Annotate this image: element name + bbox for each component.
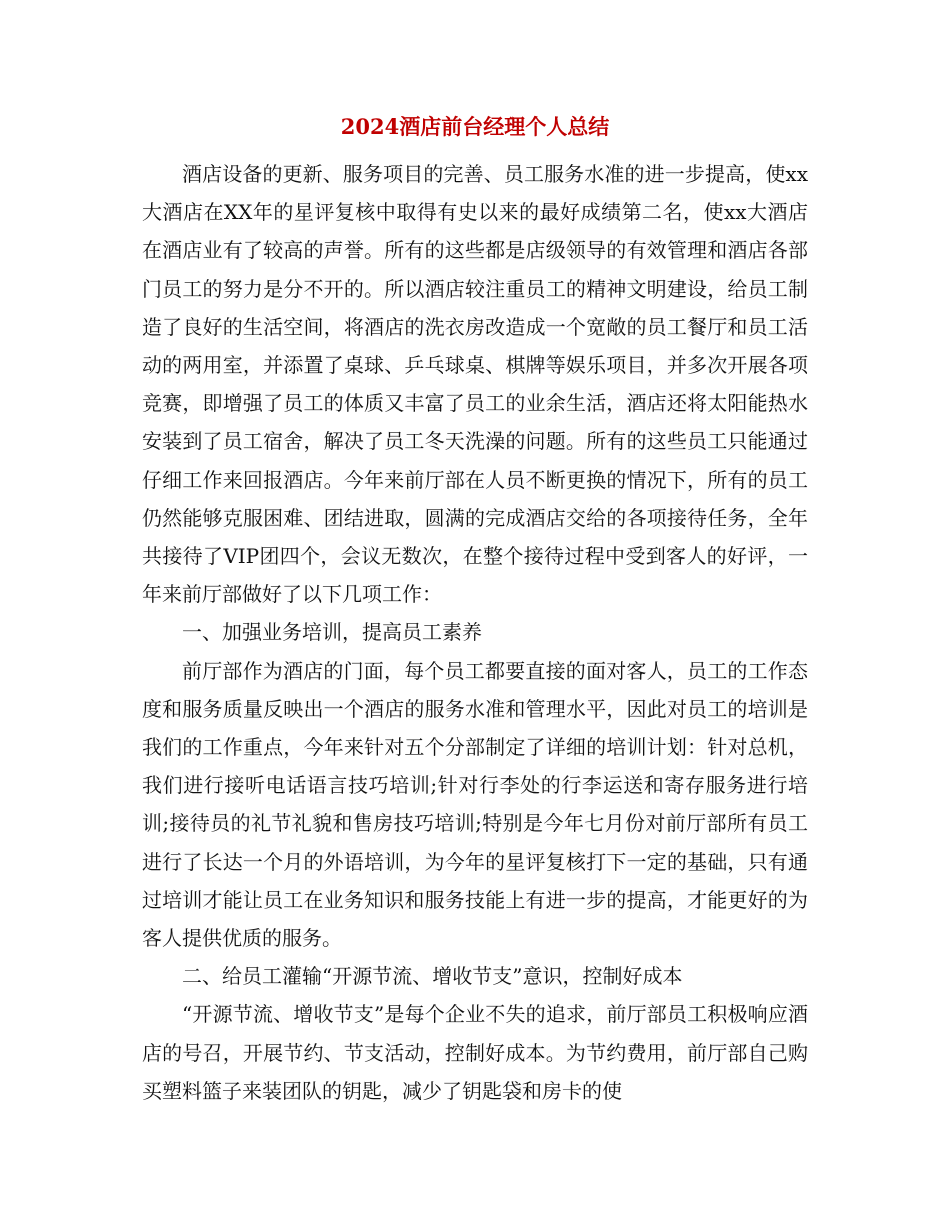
paragraph-cost-control: “开源节流、增收节支”是每个企业不失的追求，前厅部员工积极响应酒店的号召，开展节约、节支活动，控制好成本。为节约费用，前厅部自己购买塑料篮子来装团队的钥匙，减少了钥匙袋和房卡的使	[142, 1002, 808, 1103]
section-heading-cost-control: 二、给员工灌输“开源节流、增收节支”意识，控制好成本	[182, 964, 683, 989]
paragraph-training: 前厅部作为酒店的门面，每个员工都要直接的面对客人，员工的工作态度和服务质量反映出一个酒店的服务水准和管理水平，因此对员工的培训是我们的工作重点，今年来针对五个分部制定了详细的培训计划：针对总机，我们进行接听电话语言技巧培训;针对行李处的行李运送和寄存服务进行培训;接待员的礼节礼貌和售房技巧培训;特别是今年七月份对前厅部所有员工进行了长达一个月的外语培训，为今年的星评复核打下一定的基础，只有通过培训才能让员工在业务知识和服务技能上有进一步的提高，才能更好的为客人提供优质的服务。	[142, 658, 808, 951]
document-body	[142, 155, 808, 1110]
section-heading-training: 一、加强业务培训，提高员工素养	[182, 620, 482, 645]
paragraph-intro: 酒店设备的更新、服务项目的完善、员工服务水准的进一步提高，使xx大酒店在XX年的星评复核中取得有史以来的最好成绩第二名，使xx大酒店在酒店业有了较高的声誉。所有的这些都是店级领导的有效管理和酒店各部门员工的努力是分不开的。所以酒店较注重员工的精神文明建设，给员工制造了良好的生活空间，将酒店的洗衣房改造成一个宽敞的员工餐厅和员工活动的两用室，并添置了桌球、乒乓球桌、棋牌等娱乐项目，并多次开展各项竞赛，即增强了员工的体质又丰富了员工的业余生活，酒店还将太阳能热水安装到了员工宿舍，解决了员工冬天洗澡的问题。所有的这些员工只能通过仔细工作来回报酒店。今年来前厅部在人员不断更换的情况下，所有的员工仍然能够克服困难、团结进取，圆满的完成酒店交给的各项接待任务，全年共接待了VIP团四个，会议无数次，在整个接待过程中受到客人的好评，一年来前厅部做好了以下几项工作：	[142, 162, 808, 607]
document-title: 2024酒店前台经理个人总结	[340, 114, 610, 139]
